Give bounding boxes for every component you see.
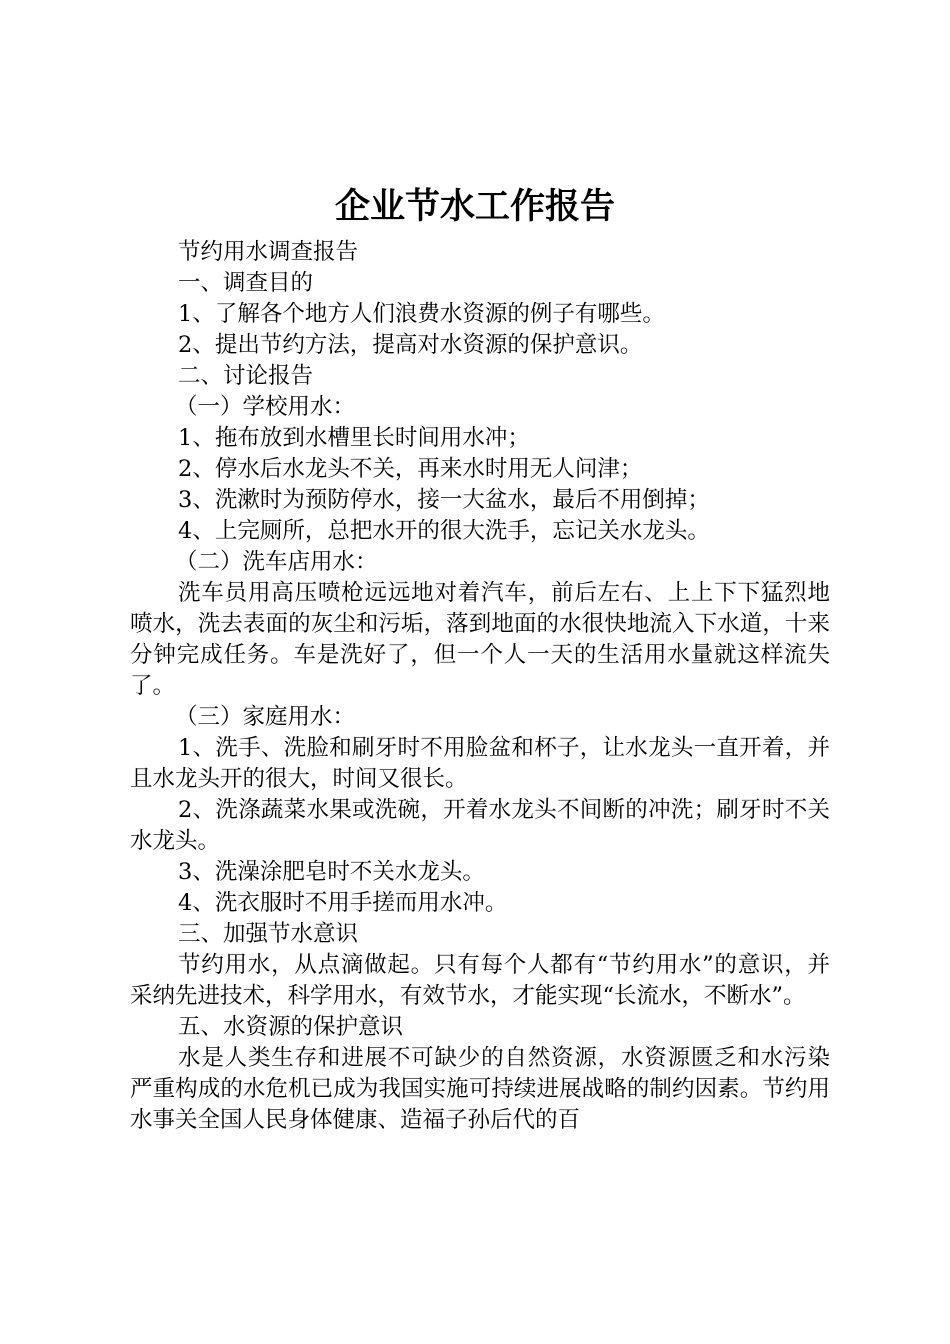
subsection-heading: （二）洗车店用水：: [175, 549, 378, 575]
section-heading: 二、讨论报告: [178, 363, 314, 389]
paragraph: 水是人类生存和进展不可缺少的自然资源，水资源匮乏和水污染严重构成的水危机已成为我国实施可持续进展战略的制约因素。节约用水事关全国人民身体健康、造福子孙后代的百: [130, 1045, 830, 1133]
document-title: 企业节水工作报告: [334, 186, 615, 227]
paragraph: 4、洗衣服时不用手搓而用水冲。: [178, 890, 508, 916]
paragraph: 节约用水，从点滴做起。只有每个人都有“节约用水”的意识，并采纳先进技术，科学用水，有效节水，才能实现“长流水，不断水”。: [130, 952, 830, 1009]
subsection-heading: （一）学校用水：: [175, 394, 356, 420]
paragraph: 1、拖布放到水槽里长时间用水冲；: [178, 425, 530, 451]
paragraph: 3、洗漱时为预防停水，接一大盆水，最后不用倒掉；: [178, 487, 710, 513]
paragraph: 1、了解各个地方人们浪费水资源的例子有哪些。: [178, 301, 665, 327]
section-heading: 一、调查目的: [178, 270, 314, 296]
paragraph: 2、提出节约方法，提高对水资源的保护意识。: [178, 332, 643, 358]
paragraph: 2、洗涤蔬菜水果或洗碗，开着水龙头不间断的冲洗；刷牙时不关水龙头。: [130, 797, 830, 854]
paragraph: 节约用水调查报告: [178, 239, 359, 265]
subsection-heading: （三）家庭用水：: [175, 704, 356, 730]
section-heading: 三、加强节水意识: [178, 921, 359, 947]
paragraph: 2、停水后水龙头不关，再来水时用无人问津；: [178, 456, 643, 482]
section-heading: 五、水资源的保护意识: [178, 1014, 404, 1040]
document-body: [130, 237, 830, 1136]
paragraph: 1、洗手、洗脸和刷牙时不用脸盆和杯子，让水龙头一直开着，并且水龙头开的很大，时间又很长。: [130, 735, 830, 792]
paragraph: 4、上完厕所，总把水开的很大洗手，忘记关水龙头。: [178, 518, 710, 544]
paragraph: 3、洗澡涂肥皂时不关水龙头。: [178, 859, 485, 885]
paragraph: 洗车员用高压喷枪远远地对着汽车，前后左右、上上下下猛烈地喷水，洗去表面的灰尘和污垢，落到地面的水很快地流入下水道，十来分钟完成任务。车是洗好了，但一个人一天的生活用水量就这样流失了。: [130, 580, 830, 699]
